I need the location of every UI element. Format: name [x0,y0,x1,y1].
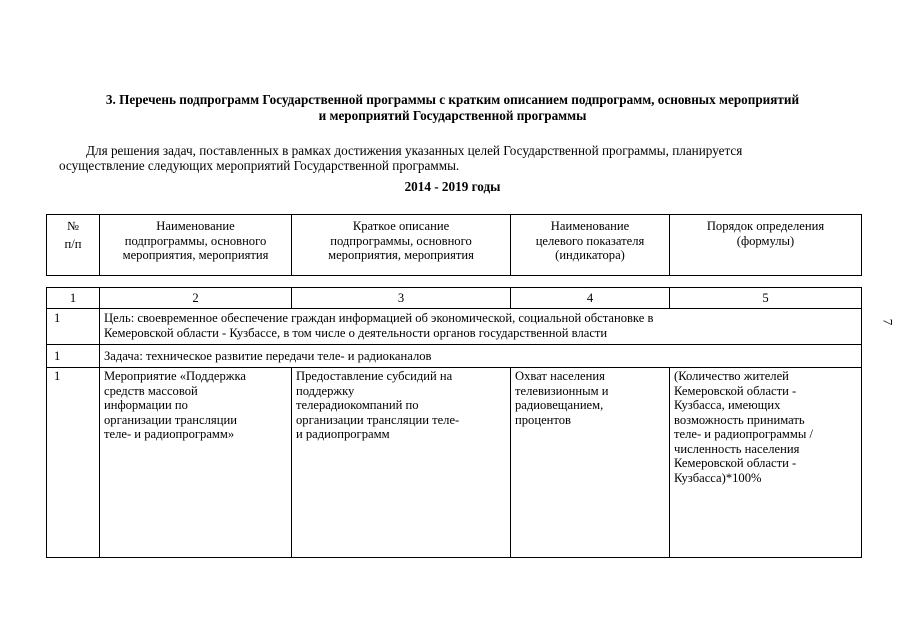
table-row [47,368,862,558]
task-text: Задача: техническое развитие передачи теле- и радиоканалов [100,345,862,368]
column-number-cell: 4 [511,288,670,309]
task-row [47,345,862,368]
goal-row-number: 1 [47,309,100,345]
page-number: 7 [880,318,896,326]
column-number-row [47,288,862,309]
main-table [46,287,862,558]
column-number-cell: 2 [100,288,292,309]
indicator-cell: Охват населения телевизионным и радиовещанием, процентов [511,368,670,558]
intro-line-2: осуществление следующих мероприятий Государственной программы. [59,158,460,173]
section-heading-line-2: и мероприятий Государственной программы [318,108,587,123]
header-cell-name: Наименование подпрограммы, основного мероприятия, мероприятия [100,215,292,276]
header-cell-description: Краткое описание подпрограммы, основного мероприятия, мероприятия [292,215,511,276]
intro-line-1: Для решения задач, поставленных в рамках достижения указанных целей Государственной программы, планируется [86,143,743,158]
formula-cell: (Количество жителей Кемеровской области - Кузбасса, имеющих возможность принимать теле- и радиопрограммы / численность населения Кемеровской области - Кузбасса)*100% [670,368,862,558]
data-row-number: 1 [47,368,100,558]
column-number-cell: 5 [670,288,862,309]
event-description-cell: Предоставление субсидий на поддержку телерадиокомпаний по организации трансляции теле- и радиопрограмм [292,368,511,558]
header-table [46,214,862,276]
column-number-cell: 1 [47,288,100,309]
column-number-cell: 3 [292,288,511,309]
task-row-number: 1 [47,345,100,368]
header-cell-formula: Порядок определения (формулы) [670,215,862,276]
header-cell-number: № п/п [47,215,100,276]
intro-paragraph [59,143,862,173]
header-cell-indicator: Наименование целевого показателя (индикатора) [511,215,670,276]
section-heading-line-1: 3. Перечень подпрограмм Государственной программы с кратким описанием подпрограмм, основных мероприятий [105,92,800,107]
goal-text: Цель: своевременное обеспечение граждан информацией об экономической, социальной обстановке в Кемеровской области - Кузбассе, в том числе о деятельности органов государственной власти [100,309,862,345]
header-row [47,215,862,276]
years-caption: 2014 - 2019 годы [404,179,501,194]
goal-row [47,309,862,345]
event-name-cell: Мероприятие «Поддержка средств массовой информации по организации трансляции теле- и радиопрограмм» [100,368,292,558]
section-heading [40,92,865,124]
